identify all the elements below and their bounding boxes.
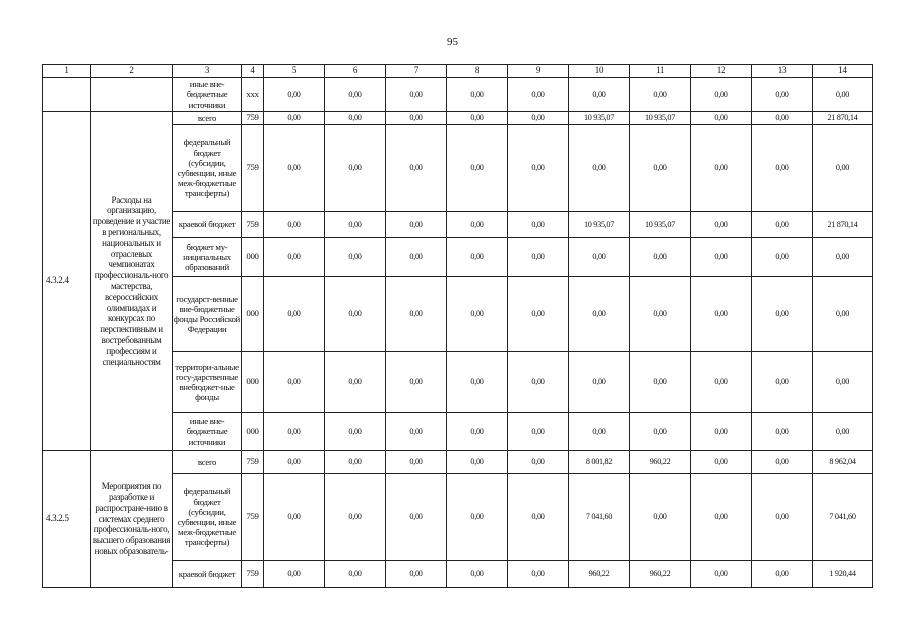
code-cell: 000: [242, 277, 264, 352]
value-cell: 0,00: [752, 238, 813, 277]
value-cell: 0,00: [447, 238, 508, 277]
value-cell: 8 001,82: [569, 451, 630, 474]
value-cell: 0,00: [447, 212, 508, 238]
code-cell-empty: [43, 78, 91, 112]
funding-source-cell: бюджет му-ниципальных образований: [173, 238, 242, 277]
value-cell: 0,00: [630, 125, 691, 212]
code-cell: 000: [242, 413, 264, 451]
value-cell: 8 962,04: [813, 451, 873, 474]
value-cell: 0,00: [752, 78, 813, 112]
value-cell: 0,00: [691, 474, 752, 561]
value-cell: 0,00: [264, 277, 325, 352]
value-cell: 0,00: [325, 451, 386, 474]
value-cell: 0,00: [630, 78, 691, 112]
item-code-4-3-2-4: 4.3.2.4: [43, 112, 91, 451]
value-cell: 0,00: [813, 125, 873, 212]
value-cell: 0,00: [325, 413, 386, 451]
code-cell: 759: [242, 112, 264, 125]
column-number-4: 4: [242, 65, 264, 78]
value-cell: 0,00: [447, 78, 508, 112]
value-cell: 0,00: [386, 352, 447, 413]
table-row: [43, 112, 873, 125]
code-cell: 000: [242, 352, 264, 413]
value-cell: 21 870,14: [813, 112, 873, 125]
value-cell: 0,00: [813, 352, 873, 413]
value-cell: 0,00: [691, 277, 752, 352]
column-number-11: 11: [630, 65, 691, 78]
value-cell: 0,00: [569, 78, 630, 112]
funding-source-cell: иные вне-бюджетные источники: [173, 78, 242, 112]
value-cell: 0,00: [264, 451, 325, 474]
value-cell: 0,00: [508, 474, 569, 561]
funding-source-cell: федеральный бюджет (субсидии, субвенции, иные меж-бюджетные трансферты): [173, 125, 242, 212]
code-cell: 759: [242, 451, 264, 474]
value-cell: 0,00: [264, 561, 325, 588]
value-cell: 0,00: [569, 277, 630, 352]
value-cell: 0,00: [447, 125, 508, 212]
value-cell: 960,22: [630, 451, 691, 474]
value-cell: 21 870,14: [813, 212, 873, 238]
value-cell: 0,00: [691, 561, 752, 588]
value-cell: 0,00: [508, 277, 569, 352]
value-cell: 0,00: [752, 413, 813, 451]
column-number-3: 3: [173, 65, 242, 78]
value-cell: 0,00: [325, 112, 386, 125]
value-cell: 0,00: [325, 474, 386, 561]
value-cell: 0,00: [569, 413, 630, 451]
item-description-4-3-2-5: Мероприятия по разработке и распростране-нию в системах среднего профессиональ-ного, высшего образования новых образователь-: [91, 451, 173, 588]
code-cell: 000: [242, 238, 264, 277]
value-cell: 0,00: [264, 78, 325, 112]
value-cell: 0,00: [325, 352, 386, 413]
value-cell: 0,00: [752, 125, 813, 212]
value-cell: 0,00: [508, 78, 569, 112]
value-cell: 0,00: [630, 277, 691, 352]
value-cell: 0,00: [813, 277, 873, 352]
value-cell: 0,00: [264, 238, 325, 277]
value-cell: 0,00: [691, 352, 752, 413]
column-number-1: 1: [43, 65, 91, 78]
value-cell: 10 935,07: [569, 112, 630, 125]
value-cell: 0,00: [691, 451, 752, 474]
value-cell: 0,00: [630, 352, 691, 413]
value-cell: 0,00: [508, 125, 569, 212]
column-number-13: 13: [752, 65, 813, 78]
value-cell: 0,00: [691, 212, 752, 238]
item-description-4-3-2-4: Расходы на организацию, проведение и участие в региональных, национальных и отраслевых чемпионатах профессиональ-ного мастерства, всероссийских олимпиадах и конкурсах по перспективным и востребованным профессиям и специальностям: [91, 112, 173, 451]
value-cell: 0,00: [325, 277, 386, 352]
code-cell: 759: [242, 125, 264, 212]
value-cell: 0,00: [264, 474, 325, 561]
value-cell: 0,00: [813, 238, 873, 277]
value-cell: 0,00: [691, 112, 752, 125]
value-cell: 0,00: [264, 125, 325, 212]
value-cell: 0,00: [386, 212, 447, 238]
table-row: [43, 78, 873, 112]
value-cell: 0,00: [386, 125, 447, 212]
value-cell: 0,00: [691, 125, 752, 212]
value-cell: 0,00: [752, 561, 813, 588]
column-number-2: 2: [91, 65, 173, 78]
value-cell: 960,22: [630, 561, 691, 588]
value-cell: 10 935,07: [630, 212, 691, 238]
value-cell: 0,00: [630, 413, 691, 451]
value-cell: 0,00: [325, 238, 386, 277]
funding-source-cell: краевой бюджет: [173, 561, 242, 588]
value-cell: 0,00: [447, 451, 508, 474]
value-cell: 0,00: [508, 352, 569, 413]
value-cell: 0,00: [752, 212, 813, 238]
column-number-5: 5: [264, 65, 325, 78]
value-cell: 0,00: [508, 212, 569, 238]
value-cell: 0,00: [325, 561, 386, 588]
funding-source-cell: иные вне-бюджетные источники: [173, 413, 242, 451]
funding-source-cell: всего: [173, 112, 242, 125]
value-cell: 0,00: [508, 451, 569, 474]
value-cell: 0,00: [447, 277, 508, 352]
column-number-9: 9: [508, 65, 569, 78]
funding-source-cell: федеральный бюджет (субсидии, субвенции, иные меж-бюджетные трансферты): [173, 474, 242, 561]
code-cell: ххх: [242, 78, 264, 112]
column-numbers-row: [43, 65, 873, 78]
column-number-10: 10: [569, 65, 630, 78]
value-cell: 0,00: [691, 413, 752, 451]
column-number-14: 14: [813, 65, 873, 78]
column-number-6: 6: [325, 65, 386, 78]
value-cell: 0,00: [325, 212, 386, 238]
value-cell: 0,00: [386, 112, 447, 125]
value-cell: 7 041,60: [569, 474, 630, 561]
value-cell: 0,00: [447, 352, 508, 413]
value-cell: 7 041,60: [813, 474, 873, 561]
value-cell: 0,00: [264, 112, 325, 125]
value-cell: 0,00: [386, 78, 447, 112]
column-number-7: 7: [386, 65, 447, 78]
value-cell: 0,00: [752, 451, 813, 474]
budget-table: [42, 64, 873, 588]
value-cell: 1 920,44: [813, 561, 873, 588]
code-cell: 759: [242, 561, 264, 588]
code-cell: 759: [242, 212, 264, 238]
value-cell: 0,00: [386, 277, 447, 352]
value-cell: 0,00: [569, 125, 630, 212]
item-code-4-3-2-5: 4.3.2.5: [43, 451, 91, 588]
value-cell: 0,00: [386, 561, 447, 588]
value-cell: 0,00: [508, 238, 569, 277]
column-number-12: 12: [691, 65, 752, 78]
funding-source-cell: всего: [173, 451, 242, 474]
value-cell: 0,00: [691, 78, 752, 112]
value-cell: 0,00: [386, 238, 447, 277]
value-cell: 0,00: [752, 352, 813, 413]
page-number: 95: [447, 36, 458, 48]
value-cell: 0,00: [447, 413, 508, 451]
value-cell: 0,00: [447, 112, 508, 125]
value-cell: 960,22: [569, 561, 630, 588]
value-cell: 0,00: [813, 413, 873, 451]
table-row: [43, 451, 873, 474]
value-cell: 0,00: [264, 413, 325, 451]
value-cell: 0,00: [752, 112, 813, 125]
value-cell: 0,00: [508, 561, 569, 588]
value-cell: 0,00: [813, 78, 873, 112]
column-number-8: 8: [447, 65, 508, 78]
funding-source-cell: краевой бюджет: [173, 212, 242, 238]
value-cell: 0,00: [569, 238, 630, 277]
value-cell: 0,00: [386, 413, 447, 451]
value-cell: 0,00: [386, 474, 447, 561]
value-cell: 0,00: [508, 112, 569, 125]
description-cell-empty: [91, 78, 173, 112]
value-cell: 0,00: [569, 352, 630, 413]
value-cell: 0,00: [752, 277, 813, 352]
value-cell: 10 935,07: [630, 112, 691, 125]
funding-source-cell: территори-альные госу-дарственные внебюджет-ные фонды: [173, 352, 242, 413]
value-cell: 10 935,07: [569, 212, 630, 238]
value-cell: 0,00: [264, 212, 325, 238]
value-cell: 0,00: [325, 78, 386, 112]
value-cell: 0,00: [447, 561, 508, 588]
value-cell: 0,00: [630, 238, 691, 277]
funding-source-cell: государст-венные вне-бюджетные фонды Российской Федерации: [173, 277, 242, 352]
value-cell: 0,00: [264, 352, 325, 413]
value-cell: 0,00: [447, 474, 508, 561]
value-cell: 0,00: [752, 474, 813, 561]
value-cell: 0,00: [386, 451, 447, 474]
value-cell: 0,00: [508, 413, 569, 451]
value-cell: 0,00: [630, 474, 691, 561]
code-cell: 759: [242, 474, 264, 561]
value-cell: 0,00: [691, 238, 752, 277]
value-cell: 0,00: [325, 125, 386, 212]
